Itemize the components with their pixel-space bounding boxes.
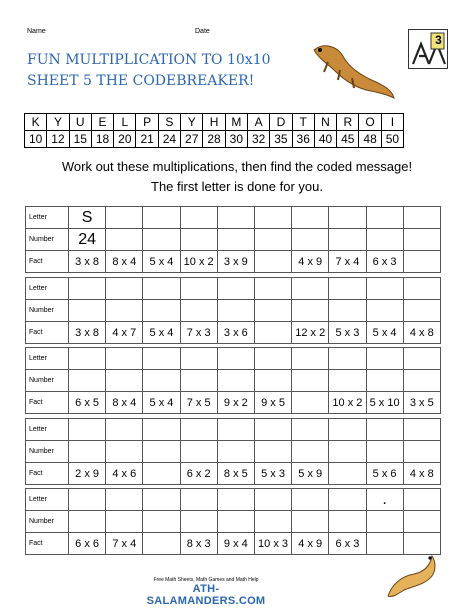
puzzle-number-cell[interactable] <box>106 511 143 533</box>
puzzle-fact-cell <box>254 322 291 344</box>
puzzle-number-cell[interactable] <box>366 370 403 392</box>
puzzle-fact-cell: 6 x 5 <box>69 392 106 414</box>
footer-site: ATH-SALAMANDERS.COM <box>146 583 266 607</box>
puzzle-table <box>25 347 441 414</box>
puzzle-letter-row <box>26 278 441 300</box>
code-number: 15 <box>69 131 91 148</box>
puzzle-number-cell[interactable] <box>69 441 106 463</box>
puzzle-letter-cell[interactable] <box>403 348 440 370</box>
puzzle-fact-cell: 3 x 5 <box>403 392 440 414</box>
puzzle-letter-cell[interactable] <box>69 278 106 300</box>
code-letter: O <box>359 114 381 131</box>
puzzle-letter-cell[interactable]: S <box>69 207 106 229</box>
puzzle-letter-cell[interactable] <box>217 419 254 441</box>
row-label-fact: Fact <box>26 463 69 485</box>
puzzle-letter-cell[interactable] <box>143 419 180 441</box>
badge-number: 3 <box>435 33 442 47</box>
puzzle-fact-cell: 2 x 9 <box>69 463 106 485</box>
puzzle-letter-cell[interactable] <box>329 489 366 511</box>
code-letter: K <box>25 114 47 131</box>
puzzle-letter-cell[interactable] <box>180 278 217 300</box>
puzzle-number-row <box>26 300 441 322</box>
code-number: 12 <box>47 131 69 148</box>
puzzle-number-cell[interactable] <box>254 229 291 251</box>
puzzle-fact-cell: 5 x 4 <box>143 392 180 414</box>
puzzle-letter-cell[interactable] <box>366 207 403 229</box>
puzzle-letter-cell[interactable] <box>180 348 217 370</box>
puzzle-letter-cell[interactable] <box>143 348 180 370</box>
puzzle-fact-cell <box>329 463 366 485</box>
puzzle-fact-cell: 7 x 3 <box>180 322 217 344</box>
code-number: 32 <box>247 131 269 148</box>
title-line-2: SHEET 5 THE CODEBREAKER! <box>27 73 255 89</box>
puzzle-letter-row <box>26 419 441 441</box>
puzzle-number-cell[interactable] <box>329 511 366 533</box>
code-letter: E <box>91 114 113 131</box>
puzzle-letter-cell[interactable] <box>329 207 366 229</box>
puzzle-letter-cell[interactable] <box>403 278 440 300</box>
puzzle-letter-cell[interactable] <box>69 348 106 370</box>
puzzle-number-cell[interactable] <box>180 300 217 322</box>
puzzle-letter-cell[interactable] <box>217 348 254 370</box>
puzzle-number-cell[interactable] <box>143 441 180 463</box>
puzzle-number-cell[interactable] <box>217 370 254 392</box>
puzzle-number-cell[interactable] <box>106 441 143 463</box>
code-letter: A <box>247 114 269 131</box>
row-label-letter: Letter <box>26 207 69 229</box>
code-letter: I <box>381 114 403 131</box>
puzzle-number-cell[interactable] <box>329 300 366 322</box>
code-number: 24 <box>158 131 180 148</box>
puzzle-number-cell[interactable] <box>106 229 143 251</box>
puzzle-letter-cell[interactable] <box>217 278 254 300</box>
row-label-letter: Letter <box>26 348 69 370</box>
puzzle-letter-cell[interactable] <box>292 419 329 441</box>
puzzle-fact-cell: 10 x 2 <box>180 251 217 273</box>
salamander-footer-illustration <box>378 548 448 604</box>
puzzle-fact-cell: 4 x 8 <box>403 322 440 344</box>
title-line-1: FUN MULTIPLICATION TO 10x10 <box>27 52 271 68</box>
puzzle-number-cell[interactable] <box>292 300 329 322</box>
row-label-number: Number <box>26 511 69 533</box>
puzzle-fact-cell: 10 x 2 <box>329 392 366 414</box>
puzzle-fact-row <box>26 392 441 414</box>
puzzle-number-cell[interactable] <box>217 441 254 463</box>
puzzle-fact-cell: 5 x 6 <box>366 463 403 485</box>
puzzle-letter-cell[interactable] <box>143 207 180 229</box>
code-letter: D <box>270 114 292 131</box>
puzzle-letter-cell[interactable] <box>217 207 254 229</box>
puzzle-letter-cell[interactable] <box>329 419 366 441</box>
puzzle-fact-cell: 5 x 4 <box>143 322 180 344</box>
row-label-letter: Letter <box>26 419 69 441</box>
row-label-number: Number <box>26 441 69 463</box>
code-number: 50 <box>381 131 403 148</box>
puzzle-letter-cell[interactable] <box>329 348 366 370</box>
puzzle-fact-cell: 8 x 4 <box>106 392 143 414</box>
puzzle-fact-cell: 12 x 2 <box>292 322 329 344</box>
puzzle-fact-cell: 4 x 6 <box>106 463 143 485</box>
puzzle-number-cell[interactable] <box>106 370 143 392</box>
puzzle-fact-cell: 6 x 6 <box>69 533 106 555</box>
puzzle-fact-cell: 9 x 5 <box>254 392 291 414</box>
puzzle-fact-row <box>26 322 441 344</box>
puzzle-letter-cell[interactable] <box>403 207 440 229</box>
puzzle-fact-cell: 5 x 9 <box>292 463 329 485</box>
puzzle-fact-cell: 5 x 3 <box>254 463 291 485</box>
puzzle-fact-cell: 6 x 3 <box>329 533 366 555</box>
puzzle-letter-cell[interactable] <box>292 207 329 229</box>
puzzle-fact-cell: 8 x 3 <box>180 533 217 555</box>
code-letter: R <box>337 114 359 131</box>
puzzle-number-row <box>26 511 441 533</box>
code-letter: M <box>225 114 247 131</box>
puzzle-number-cell[interactable] <box>180 229 217 251</box>
puzzle-fact-cell <box>143 533 180 555</box>
puzzle-number-cell[interactable] <box>217 511 254 533</box>
row-label-fact: Fact <box>26 533 69 555</box>
puzzle-letter-cell[interactable] <box>366 278 403 300</box>
puzzle-number-row <box>26 370 441 392</box>
puzzle-fact-cell: 3 x 8 <box>69 251 106 273</box>
puzzle-letter-cell[interactable] <box>329 278 366 300</box>
puzzle-number-cell[interactable] <box>143 370 180 392</box>
puzzle-fact-cell: 9 x 2 <box>217 392 254 414</box>
code-letter: Y <box>181 114 203 131</box>
code-number: 36 <box>292 131 314 148</box>
code-number: 28 <box>203 131 225 148</box>
code-letter: Y <box>47 114 69 131</box>
puzzle-number-cell[interactable] <box>69 370 106 392</box>
row-label-number: Number <box>26 229 69 251</box>
puzzle-letter-cell[interactable]: . <box>366 489 403 511</box>
puzzle-number-cell[interactable] <box>180 441 217 463</box>
puzzle-letter-cell[interactable] <box>254 278 291 300</box>
salamander-illustration <box>306 38 396 108</box>
puzzle-number-row <box>26 229 441 251</box>
puzzle-letter-cell[interactable] <box>292 278 329 300</box>
row-label-number: Number <box>26 370 69 392</box>
puzzle-letter-cell[interactable] <box>403 489 440 511</box>
puzzle-fact-cell <box>403 251 440 273</box>
code-number: 40 <box>314 131 336 148</box>
puzzle-letter-cell[interactable] <box>292 348 329 370</box>
puzzle-number-cell[interactable] <box>254 300 291 322</box>
puzzle-letter-cell[interactable] <box>143 489 180 511</box>
puzzle-letter-cell[interactable] <box>403 419 440 441</box>
code-number: 48 <box>359 131 381 148</box>
puzzle-number-cell[interactable] <box>329 370 366 392</box>
puzzle-fact-cell: 4 x 9 <box>292 251 329 273</box>
puzzle-number-cell[interactable] <box>366 511 403 533</box>
row-label-letter: Letter <box>26 278 69 300</box>
puzzle-letter-cell[interactable] <box>106 278 143 300</box>
puzzle-letter-cell[interactable] <box>366 419 403 441</box>
puzzle-table <box>25 277 441 344</box>
puzzle-letter-cell[interactable] <box>180 207 217 229</box>
puzzle-number-cell[interactable] <box>329 229 366 251</box>
puzzle-number-cell[interactable] <box>292 441 329 463</box>
puzzle-fact-cell: 5 x 4 <box>366 322 403 344</box>
code-number: 27 <box>181 131 203 148</box>
puzzle-number-cell[interactable] <box>254 370 291 392</box>
puzzle-number-cell[interactable] <box>403 300 440 322</box>
puzzle-letter-cell[interactable] <box>254 489 291 511</box>
code-letter: N <box>314 114 336 131</box>
puzzle-number-cell[interactable] <box>292 370 329 392</box>
footer-logo <box>136 577 276 607</box>
puzzle-table <box>25 206 441 273</box>
puzzle-letter-cell[interactable] <box>106 489 143 511</box>
code-letter: L <box>114 114 136 131</box>
puzzle-letter-cell[interactable] <box>254 419 291 441</box>
puzzle-number-cell[interactable]: 24 <box>69 229 106 251</box>
puzzle-fact-row <box>26 251 441 273</box>
puzzle-table <box>25 418 441 485</box>
name-label: Name <box>27 28 46 35</box>
puzzle-fact-cell: 4 x 7 <box>106 322 143 344</box>
code-letter: P <box>136 114 158 131</box>
code-number: 20 <box>114 131 136 148</box>
puzzle-letter-cell[interactable] <box>254 207 291 229</box>
code-number: 35 <box>270 131 292 148</box>
code-number: 18 <box>91 131 113 148</box>
puzzle-fact-cell: 5 x 4 <box>143 251 180 273</box>
puzzle-number-cell[interactable] <box>69 511 106 533</box>
puzzle-fact-cell: 8 x 4 <box>106 251 143 273</box>
puzzle-letter-cell[interactable] <box>366 348 403 370</box>
row-label-fact: Fact <box>26 251 69 273</box>
footer-tagline: Free Math Sheets, Math Games and Math Help <box>153 577 259 583</box>
row-label-fact: Fact <box>26 322 69 344</box>
row-label-fact: Fact <box>26 392 69 414</box>
puzzle-number-cell[interactable] <box>292 229 329 251</box>
puzzle-fact-cell: 3 x 8 <box>69 322 106 344</box>
code-key-table <box>24 113 404 148</box>
puzzle-number-cell[interactable] <box>143 511 180 533</box>
puzzle-number-cell[interactable] <box>143 229 180 251</box>
puzzle-letter-cell[interactable] <box>106 348 143 370</box>
puzzle-letter-row <box>26 348 441 370</box>
code-numbers-row <box>25 131 404 148</box>
puzzle-fact-cell: 6 x 3 <box>366 251 403 273</box>
code-number: 45 <box>337 131 359 148</box>
row-label-letter: Letter <box>26 489 69 511</box>
puzzle-letter-cell[interactable] <box>69 489 106 511</box>
puzzle-table <box>25 488 441 555</box>
puzzle-fact-cell: 3 x 6 <box>217 322 254 344</box>
puzzle-fact-cell: 4 x 9 <box>292 533 329 555</box>
puzzle-fact-cell: 5 x 10 <box>366 392 403 414</box>
puzzle-letter-cell[interactable] <box>292 489 329 511</box>
puzzle-number-cell[interactable] <box>180 370 217 392</box>
puzzle-letter-cell[interactable] <box>143 278 180 300</box>
code-letter: H <box>203 114 225 131</box>
puzzle-number-row <box>26 441 441 463</box>
puzzle-fact-cell: 5 x 3 <box>329 322 366 344</box>
puzzle-number-cell[interactable] <box>329 441 366 463</box>
code-letter: U <box>69 114 91 131</box>
code-number: 30 <box>225 131 247 148</box>
puzzle-fact-cell: 3 x 9 <box>217 251 254 273</box>
puzzle-number-cell[interactable] <box>403 441 440 463</box>
puzzle-number-cell[interactable] <box>254 511 291 533</box>
puzzle-letter-cell[interactable] <box>180 489 217 511</box>
puzzle-letter-row <box>26 489 441 511</box>
puzzle-number-cell[interactable] <box>403 229 440 251</box>
puzzle-number-cell[interactable] <box>180 511 217 533</box>
puzzle-number-cell[interactable] <box>143 300 180 322</box>
code-number: 10 <box>25 131 47 148</box>
puzzle-fact-cell: 8 x 5 <box>217 463 254 485</box>
puzzle-fact-cell: 4 x 8 <box>403 463 440 485</box>
puzzle-fact-cell: 7 x 5 <box>180 392 217 414</box>
puzzle-fact-cell: 10 x 3 <box>254 533 291 555</box>
puzzle-number-cell[interactable] <box>366 441 403 463</box>
puzzle-letter-row <box>26 207 441 229</box>
puzzle-letter-cell[interactable] <box>106 419 143 441</box>
puzzle-number-cell[interactable] <box>69 300 106 322</box>
puzzle-fact-cell: 9 x 4 <box>217 533 254 555</box>
puzzle-number-cell[interactable] <box>106 300 143 322</box>
puzzle-fact-cell: 7 x 4 <box>106 533 143 555</box>
instructions-line-2: The first letter is done for you. <box>151 179 323 194</box>
puzzle-fact-cell <box>292 392 329 414</box>
row-label-number: Number <box>26 300 69 322</box>
puzzle-letter-cell[interactable] <box>180 419 217 441</box>
puzzle-letter-cell[interactable] <box>69 419 106 441</box>
puzzle-fact-cell: 6 x 2 <box>180 463 217 485</box>
puzzle-fact-cell <box>254 251 291 273</box>
puzzle-letter-cell[interactable] <box>217 489 254 511</box>
code-letters-row <box>25 114 404 131</box>
puzzle-number-cell[interactable] <box>403 511 440 533</box>
instructions-line-1: Work out these multiplications, then find the coded message! <box>61 159 413 174</box>
puzzle-number-cell[interactable] <box>403 370 440 392</box>
code-letter: T <box>292 114 314 131</box>
puzzle-number-cell[interactable] <box>366 229 403 251</box>
puzzle-number-cell[interactable] <box>217 300 254 322</box>
code-number: 21 <box>136 131 158 148</box>
puzzle-number-cell[interactable] <box>292 511 329 533</box>
level-badge <box>408 29 448 69</box>
puzzle-letter-cell[interactable] <box>254 348 291 370</box>
puzzle-fact-cell: 7 x 4 <box>329 251 366 273</box>
puzzle-fact-row <box>26 463 441 485</box>
date-label: Date <box>195 28 210 35</box>
puzzle-number-cell[interactable] <box>366 300 403 322</box>
code-letter: S <box>158 114 180 131</box>
puzzle-number-cell[interactable] <box>254 441 291 463</box>
puzzle-number-cell[interactable] <box>217 229 254 251</box>
puzzle-letter-cell[interactable] <box>106 207 143 229</box>
puzzle-fact-cell <box>143 463 180 485</box>
